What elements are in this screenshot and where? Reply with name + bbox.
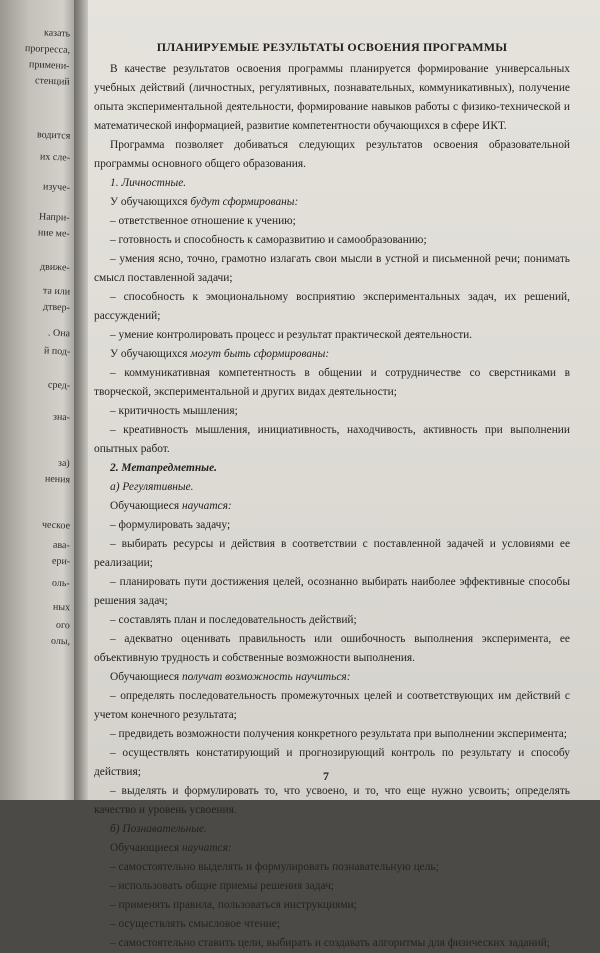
left-page-fragment: Напри-	[39, 211, 71, 224]
list-item: – самостоятельно ставить цели, выбирать и создавать алгоритмы для физических заданий;	[110, 937, 550, 949]
list-item: – выделять и формулировать то, что усвоено, и то, что еще нужно усвоить; определять качество и уровень усвоения.	[94, 785, 570, 816]
intro-paragraph: В качестве результатов освоения программы планируется формирование универсальных учебных действий (личностных, регулятивных, познавательных, коммуникативных), получение опыта экспериментальной деятельности, формирование навыков работы с физико-технической и математической информацией, развитие компетентности обучающихся в сфере ИКТ.	[94, 63, 570, 132]
list-item: – коммуникативная компетентность в общении и сотрудничестве со сверстниками в творческой, экспериментальной и других видах деятельности;	[94, 367, 570, 398]
may-intro: У обучающихся могут быть сформированы:	[110, 348, 330, 360]
list-item: – формулировать задачу;	[110, 519, 231, 531]
left-page-fragment: . Она	[47, 327, 71, 340]
left-page-fragment: ого	[55, 619, 71, 632]
left-page-fragment: стенций	[35, 75, 71, 88]
left-page-fragment: ава-	[52, 539, 71, 552]
left-page-fragment: ние ме-	[38, 227, 71, 240]
left-page-fragment: примени-	[29, 59, 71, 72]
list-item: – критичность мышления;	[110, 405, 238, 417]
left-page-fragment: дтвер-	[42, 301, 71, 314]
left-page-fragment: прогресса,	[24, 43, 71, 56]
left-page-fragment: олы,	[50, 635, 71, 648]
book-page	[88, 0, 600, 949]
list-item: – ответственное отношение к учению;	[110, 215, 296, 227]
left-page-fragment: казать	[43, 27, 71, 40]
page-title: ПЛАНИРУЕМЫЕ РЕЗУЛЬТАТЫ ОСВОЕНИЯ ПРОГРАММЫ	[156, 40, 508, 54]
formed-list	[94, 212, 570, 345]
left-page-fragment: ческое	[41, 519, 71, 532]
list-item: – умение контролировать процесс и результат практической деятельности.	[110, 329, 473, 341]
left-page-fragment: водится	[36, 129, 71, 142]
cognitive-learn-list	[94, 858, 570, 953]
may-list	[94, 364, 570, 459]
regulative-learn-intro: Обучающиеся научатся:	[110, 500, 232, 512]
cognitive-heading: б) Познавательные.	[110, 823, 207, 835]
intro-paragraph: Программа позволяет добиваться следующих результатов освоения образовательной программы основного общего образования.	[94, 139, 570, 170]
list-item: – адекватно оценивать правильность или ошибочность выполнения эксперимента, ее объективную трудность и собственные возможности выполнения.	[94, 633, 570, 664]
list-item: – применять правила, пользоваться инструкциями;	[110, 899, 357, 911]
left-page-fragment: й под-	[43, 345, 71, 358]
left-page-fragment: зна-	[52, 411, 71, 424]
left-page-fragment: ных	[52, 601, 71, 614]
list-item: – умения ясно, точно, грамотно излагать свои мысли в устной и письменной речи; понимать смысл поставленной задачи;	[94, 253, 570, 284]
regulative-learn-list	[94, 516, 570, 668]
list-item: – составлять план и последовательность действий;	[110, 614, 357, 626]
list-item: – планировать пути достижения целей, осознанно выбирать наиболее эффективные способы решения задач;	[94, 576, 570, 607]
left-page-fragment: сред-	[47, 379, 71, 392]
formed-intro: У обучающихся будут сформированы:	[110, 196, 299, 208]
list-item: – использовать общие приемы решения задач;	[110, 880, 334, 892]
list-item: – готовность и способность к саморазвитию и самообразованию;	[110, 234, 427, 246]
regulative-chance-intro: Обучающиеся получат возможность научиться:	[110, 671, 351, 683]
left-page-fragment: движе-	[40, 261, 71, 274]
book-gutter	[74, 0, 88, 800]
left-page-fragment: оль-	[52, 577, 71, 590]
list-item: – осуществлять смысловое чтение;	[110, 918, 281, 930]
left-page-fragment: нения	[44, 473, 71, 486]
section-meta-heading: 2. Метапредметные.	[110, 462, 217, 474]
page-number: 7	[323, 769, 329, 783]
left-page-fragment: та или	[42, 285, 71, 298]
left-page-fragment: ери-	[51, 555, 71, 568]
cognitive-learn-intro: Обучающиеся научатся:	[110, 842, 232, 854]
list-item: – определять последовательность промежуточных целей и соответствующих им действий с учетом конечного результата;	[94, 690, 570, 721]
list-item: – выбирать ресурсы и действия в соответствии с поставленной задачей и условиями ее реализации;	[94, 538, 570, 569]
page-content	[94, 38, 570, 953]
left-page-edge	[0, 0, 74, 800]
list-item: – осуществлять констатирующий и прогнозирующий контроль по результату и способу действия;	[94, 747, 570, 778]
left-page-fragment: их сле-	[39, 151, 71, 164]
list-item: – способность к эмоциональному восприятию экспериментальных задач, их решений, рассуждений;	[94, 291, 570, 322]
left-page-fragment: изуче-	[42, 181, 71, 194]
regulative-heading: а) Регулятивные.	[110, 481, 194, 493]
regulative-chance-list	[94, 687, 570, 820]
list-item: – самостоятельно выделять и формулировать познавательную цель;	[110, 861, 439, 873]
left-page-fragment: за)	[58, 457, 71, 470]
list-item: – предвидеть возможности получения конкретного результата при выполнении эксперимента;	[110, 728, 567, 740]
list-item: – креативность мышления, инициативность, находчивость, активность при выполнении опытных работ.	[94, 424, 570, 455]
section-personal-heading: 1. Личностные.	[110, 177, 187, 189]
